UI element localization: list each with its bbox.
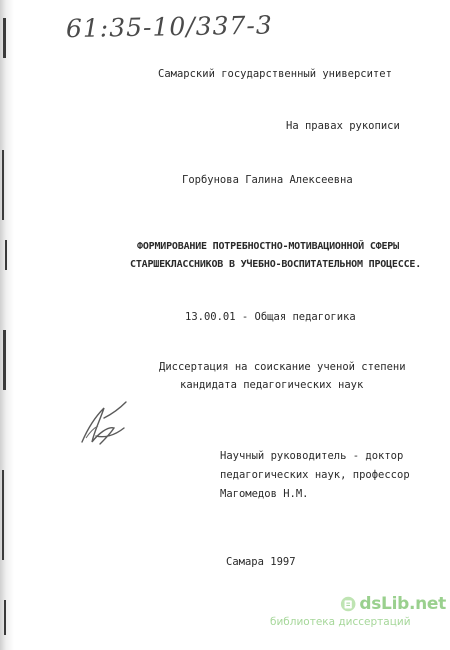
signature-mark [74,398,132,450]
scan-edge-mark [2,470,4,560]
scan-edge-mark [5,240,7,270]
dslib-watermark [270,594,446,628]
place-and-year: Самара 1997 [226,556,296,568]
author-name: Горбунова Галина Алексеевна [182,174,353,186]
supervisor-line-1: Научный руководитель - доктор [220,450,404,462]
supervisor-line-2: педагогических наук, профессор [220,469,410,481]
thesis-title-line-1: ФОРМИРОВАНИЕ ПОТРЕБНОСТНО-МОТИВАЦИОННОЙ СФЕРЫ [137,241,399,252]
thesis-title-line-2: СТАРШЕКЛАССНИКОВ В УЧЕБНО-ВОСПИТАТЕЛЬНОМ ПРОЦЕССЕ. [130,259,422,270]
specialty-code: 13.00.01 - Общая педагогика [185,311,356,323]
degree-line-2: кандидата педагогических наук [180,379,364,391]
degree-line-1: Диссертация на соискание ученой степени [159,361,406,373]
scan-edge-mark [4,600,6,635]
scan-edge-mark [2,150,4,220]
dslib-caption: библиотека диссертаций [270,616,411,628]
manuscript-rights: На правах рукописи [286,120,400,132]
scan-edge-mark [3,18,6,58]
supervisor-name: Магомедов Н.М. [220,488,309,500]
dslib-logo-text: dsLib.net [359,594,446,614]
scan-edge-mark [3,330,6,390]
university-name: Самарский государственный университет [158,68,392,80]
handwritten-catalog-number: 61:35-10/337-3 [65,10,274,44]
dslib-logo-icon [340,595,356,613]
